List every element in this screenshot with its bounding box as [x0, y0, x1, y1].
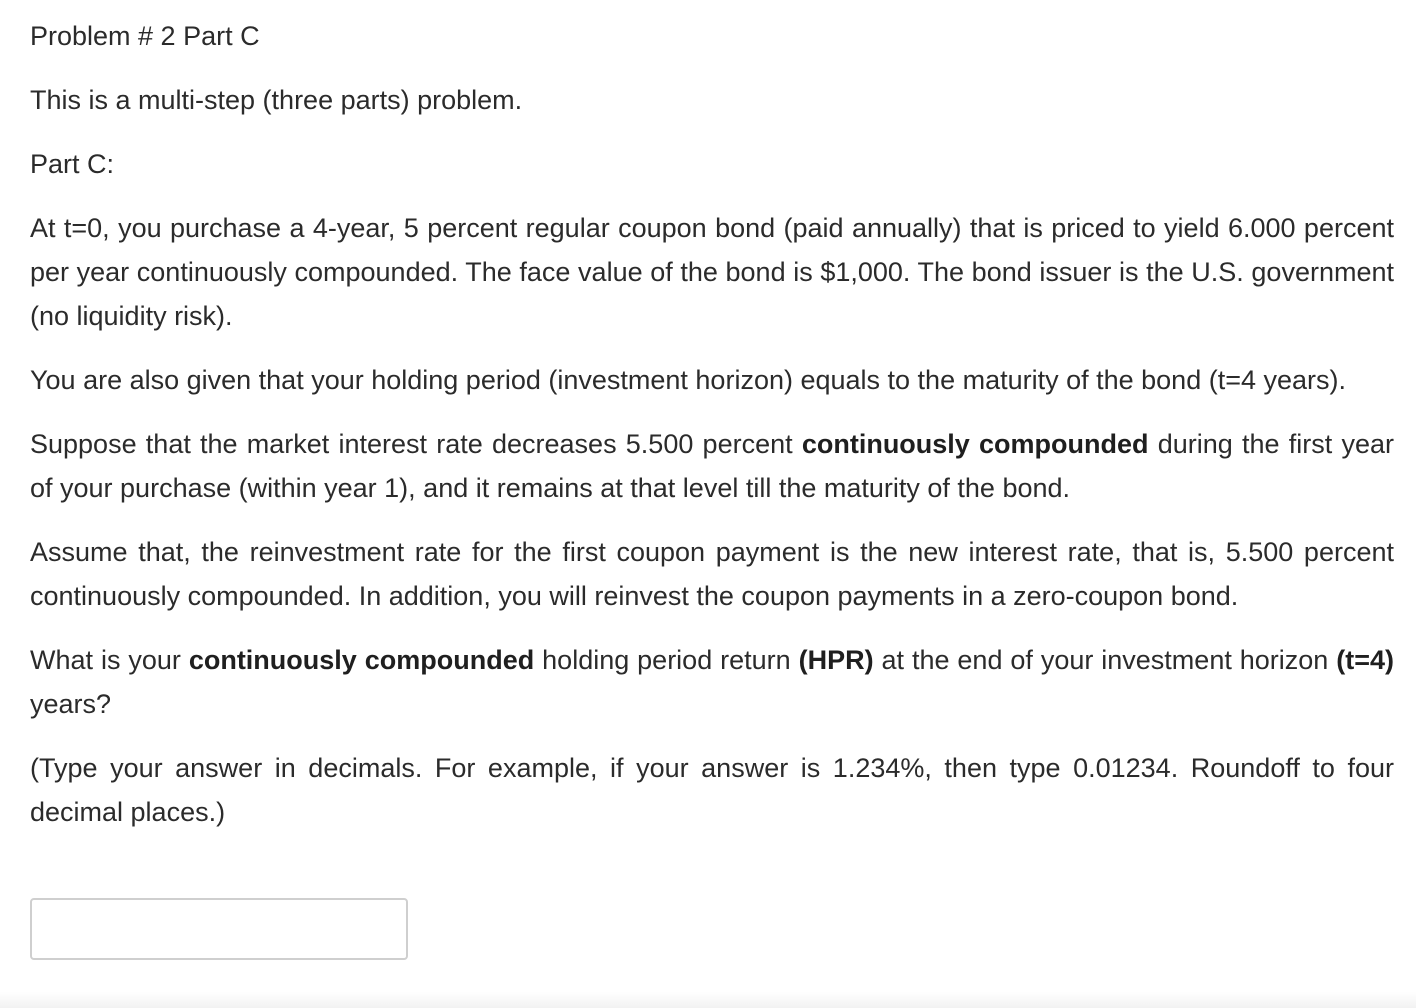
- question-bold-hpr: (HPR): [798, 645, 874, 675]
- intro-text: This is a multi-step (three parts) problem.: [30, 85, 523, 115]
- rate-change-text-a: Suppose that the market interest rate decreases 5.500 percent: [30, 429, 802, 459]
- answer-input[interactable]: [30, 898, 408, 960]
- part-label: Part C:: [30, 149, 115, 179]
- holding-period-text: You are also given that your holding period (investment horizon) equals to the maturity of the bond (t=4 years).: [30, 365, 1347, 395]
- bond-description: At t=0, you purchase a 4-year, 5 percent regular coupon bond (paid annually) that is priced to yield 6.000 percent per year continuously compounded. The face value of the bond is $1,000. The bond issuer is the U.S. government (no liquidity risk).: [30, 213, 1394, 331]
- question-a: What is your: [30, 645, 189, 675]
- question-c: holding period return: [534, 645, 799, 675]
- rate-change-text-c: during the first year of your purchase (within year 1), and it remains at that level till the maturity of the bond.: [30, 429, 1394, 503]
- question-text: [30, 638, 1394, 726]
- instructions-text: (Type your answer in decimals. For example, if your answer is 1.234%, then type 0.01234. Roundoff to four decimal places.): [30, 753, 1394, 827]
- question-bold-t4: (t=4): [1336, 645, 1394, 675]
- problem-content: [30, 14, 1394, 834]
- rate-change-text: [30, 422, 1394, 510]
- question-g: years?: [30, 689, 112, 719]
- question-bold-cc: continuously compounded: [188, 645, 535, 675]
- bottom-edge: [0, 992, 1416, 1008]
- problem-title: Problem # 2 Part C: [30, 21, 260, 51]
- reinvestment-text: Assume that, the reinvestment rate for the first coupon payment is the new interest rate, that is, 5.500 percent continuously compounded. In addition, you will reinvest the coupon payments in a zero-coupon bond.: [30, 537, 1394, 611]
- question-e: at the end of your investment horizon: [873, 645, 1337, 675]
- rate-change-bold: continuously compounded: [801, 429, 1149, 459]
